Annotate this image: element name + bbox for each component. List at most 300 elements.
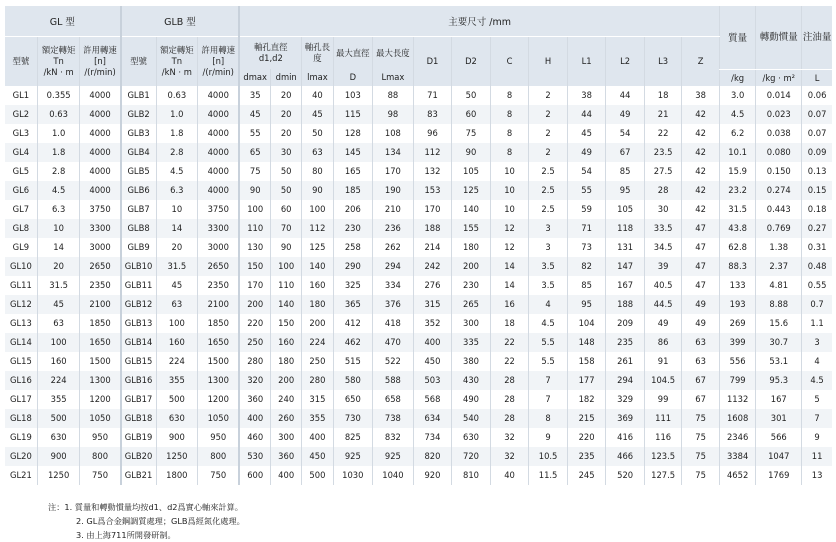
- table-cell: GLB17: [121, 390, 156, 409]
- table-cell: 134: [373, 143, 414, 162]
- table-cell: 182: [567, 390, 606, 409]
- table-cell: 60: [271, 200, 302, 219]
- table-cell: 100: [156, 314, 198, 333]
- table-cell: GL10: [5, 257, 37, 276]
- table-cell: 3.0: [719, 86, 755, 105]
- table-cell: 27.5: [644, 162, 681, 181]
- table-cell: 1850: [80, 314, 121, 333]
- table-cell: 63: [156, 295, 198, 314]
- dmin-header: dmin: [271, 69, 302, 86]
- table-cell: 3300: [198, 219, 240, 238]
- table-cell: 630: [37, 428, 80, 447]
- table-cell: 8: [490, 124, 529, 143]
- table-cell: GL12: [5, 295, 37, 314]
- table-cell: 118: [606, 219, 645, 238]
- table-cell: 50: [271, 181, 302, 200]
- table-cell: 145: [333, 143, 373, 162]
- table-cell: 16: [490, 295, 529, 314]
- table-cell: 1050: [80, 409, 121, 428]
- glb-torque-label: 額定轉矩: [160, 44, 194, 55]
- table-cell: 75: [682, 409, 720, 428]
- table-cell: 133: [719, 276, 755, 295]
- table-cell: 301: [756, 409, 802, 428]
- table-cell: GLB21: [121, 466, 156, 485]
- table-cell: 116: [644, 428, 681, 447]
- bore-diam-symbol: d1,d2: [258, 53, 283, 63]
- table-cell: 4000: [80, 181, 121, 200]
- glb-model-label: 型號: [130, 55, 147, 66]
- table-cell: 123.5: [644, 447, 681, 466]
- table-cell: 9: [802, 428, 832, 447]
- table-cell: 1.38: [756, 238, 802, 257]
- table-cell: 200: [239, 295, 270, 314]
- table-cell: GL1: [12, 90, 30, 100]
- table-cell: 2650: [198, 257, 240, 276]
- table-cell: 235: [606, 333, 645, 352]
- table-cell: 10: [490, 162, 529, 181]
- table-row: [5, 124, 832, 143]
- table-cell: 376: [373, 295, 414, 314]
- table-cell: 47: [682, 276, 720, 295]
- table-cell: 280: [302, 371, 333, 390]
- table-cell: GL5: [12, 166, 30, 176]
- table-cell: 10: [490, 181, 529, 200]
- table-cell: 261: [606, 352, 645, 371]
- table-cell: 170: [373, 162, 414, 181]
- table-cell: 369: [606, 409, 645, 428]
- table-cell: 45: [239, 105, 270, 124]
- max-diam-header: 最大直徑: [333, 37, 373, 70]
- table-cell: 258: [333, 238, 373, 257]
- table-cell: 276: [413, 276, 452, 295]
- table-cell: 300: [271, 428, 302, 447]
- table-cell: 86: [644, 333, 681, 352]
- table-cell: 110: [239, 219, 270, 238]
- table-row: [5, 143, 832, 162]
- table-cell: GLB5: [121, 162, 156, 181]
- table-cell: 33.5: [644, 219, 681, 238]
- table-cell: 294: [606, 371, 645, 390]
- table-cell: GL15: [9, 356, 32, 366]
- gl-speed-header: [80, 37, 121, 86]
- table-row: [5, 333, 832, 352]
- table-cell: 200: [452, 257, 491, 276]
- glb-tn-label: Tn: [171, 55, 183, 66]
- table-cell: GL7: [12, 204, 30, 214]
- table-cell: GL13: [9, 318, 32, 328]
- mass-header: 質量: [719, 6, 755, 69]
- gl-torque-header: [37, 37, 80, 86]
- table-cell: GLB7: [121, 200, 156, 219]
- table-cell: 20: [271, 124, 302, 143]
- table-cell: 170: [413, 200, 452, 219]
- table-cell: 315: [302, 390, 333, 409]
- note-1: 注：1. 質量和轉動慣量均按d1、d2爲實心軸來計算。: [48, 502, 243, 512]
- table-cell: 355: [302, 409, 333, 428]
- table-cell: 32: [490, 428, 529, 447]
- table-cell: 209: [606, 314, 645, 333]
- table-cell: 4: [529, 295, 568, 314]
- table-cell: 53.1: [756, 352, 802, 371]
- table-cell: GL11: [9, 280, 32, 290]
- table-cell: 2650: [80, 257, 121, 276]
- table-cell: 128: [333, 124, 373, 143]
- table-cell: 155: [452, 219, 491, 238]
- table-cell: 0.63: [156, 86, 198, 105]
- table-cell: 269: [719, 314, 755, 333]
- table-cell: 200: [302, 314, 333, 333]
- table-cell: 188: [606, 295, 645, 314]
- table-cell: 42: [682, 181, 720, 200]
- table-cell: 920: [413, 466, 452, 485]
- table-cell: 245: [567, 466, 606, 485]
- table-cell: GLB19: [121, 428, 156, 447]
- table-cell: 167: [756, 390, 802, 409]
- spec-table-body: [5, 86, 832, 485]
- table-cell: 580: [333, 371, 373, 390]
- table-cell: 14: [37, 238, 80, 257]
- table-cell: 520: [606, 466, 645, 485]
- table-row: [5, 238, 832, 257]
- inertia-header: 轉動慣量: [756, 6, 802, 69]
- glb-n-label: [n]: [212, 55, 225, 66]
- table-cell: 49: [567, 143, 606, 162]
- table-cell: 0.038: [756, 124, 802, 143]
- footnotes: [48, 500, 245, 542]
- H-header: H: [529, 37, 568, 86]
- coupling-spec-table: [5, 6, 832, 485]
- table-cell: 42: [682, 200, 720, 219]
- table-cell: 10: [37, 219, 80, 238]
- table-cell: 28: [490, 371, 529, 390]
- table-cell: 355: [37, 390, 80, 409]
- table-cell: GL14: [5, 333, 37, 352]
- table-cell: 12: [490, 219, 529, 238]
- table-cell: 556: [719, 352, 755, 371]
- table-cell: 20: [271, 105, 302, 124]
- table-cell: 3000: [198, 238, 240, 257]
- table-cell: 150: [271, 314, 302, 333]
- table-cell: 50: [452, 86, 491, 105]
- table-cell: 3: [529, 238, 568, 257]
- table-cell: GL4: [5, 143, 37, 162]
- table-cell: 568: [413, 390, 452, 409]
- table-cell: 111: [644, 409, 681, 428]
- table-cell: 230: [452, 276, 491, 295]
- table-cell: 0.274: [756, 181, 802, 200]
- table-cell: 10.5: [529, 447, 568, 466]
- table-cell: 450: [413, 352, 452, 371]
- table-cell: GL19: [9, 432, 32, 442]
- table-cell: 825: [333, 428, 373, 447]
- table-cell: 31.5: [719, 200, 755, 219]
- table-cell: 63: [37, 314, 80, 333]
- table-cell: 400: [239, 409, 270, 428]
- table-cell: 7: [529, 390, 568, 409]
- table-row: [5, 352, 832, 371]
- table-cell: 35: [239, 86, 270, 105]
- table-cell: 75: [682, 428, 720, 447]
- table-cell: 75: [682, 447, 720, 466]
- table-cell: 925: [333, 447, 373, 466]
- table-cell: 158: [567, 352, 606, 371]
- table-cell: 10.1: [719, 143, 755, 162]
- table-cell: 180: [452, 238, 491, 257]
- table-cell: 2.8: [37, 162, 80, 181]
- table-cell: 95: [567, 295, 606, 314]
- table-cell: 63: [682, 352, 720, 371]
- table-cell: 6.3: [156, 181, 198, 200]
- table-cell: 320: [239, 371, 270, 390]
- table-cell: 416: [606, 428, 645, 447]
- table-cell: 7: [529, 371, 568, 390]
- table-cell: 20: [37, 257, 80, 276]
- table-cell: 22: [644, 124, 681, 143]
- table-cell: 900: [156, 428, 198, 447]
- table-cell: 71: [567, 219, 606, 238]
- table-cell: 153: [413, 181, 452, 200]
- table-cell: 0.13: [802, 162, 832, 181]
- table-cell: 130: [239, 238, 270, 257]
- table-cell: 810: [452, 466, 491, 485]
- note-3: 3. 由上海711所開發研制。: [76, 530, 176, 540]
- table-cell: 800: [198, 447, 240, 466]
- table-cell: 185: [333, 181, 373, 200]
- table-cell: 4.5: [156, 162, 198, 181]
- table-row: [5, 390, 832, 409]
- table-cell: 630: [452, 428, 491, 447]
- table-cell: 500: [156, 390, 198, 409]
- table-cell: GLB18: [121, 409, 156, 428]
- table-cell: 140: [302, 257, 333, 276]
- lmax-header: lmax: [302, 69, 333, 86]
- table-cell: 0.15: [802, 181, 832, 200]
- table-cell: 325: [333, 276, 373, 295]
- table-cell: 43.8: [719, 219, 755, 238]
- table-cell: GL16: [5, 371, 37, 390]
- table-cell: 180: [302, 295, 333, 314]
- table-cell: 530: [239, 447, 270, 466]
- table-row: [5, 466, 832, 485]
- table-row: [5, 86, 832, 105]
- table-cell: 200: [271, 371, 302, 390]
- table-cell: 925: [373, 447, 414, 466]
- table-cell: 90: [271, 238, 302, 257]
- table-cell: 4.5: [802, 371, 832, 390]
- table-cell: 103: [333, 86, 373, 105]
- table-cell: 400: [413, 333, 452, 352]
- mass-unit: /kg: [719, 69, 755, 86]
- table-cell: 0.09: [802, 143, 832, 162]
- table-cell: 3: [802, 333, 832, 352]
- glb-torque-header: [156, 37, 198, 86]
- table-cell: 4000: [198, 86, 240, 105]
- note-2: 2. GL爲合金鋼調質處理；GLB爲經氮化處理。: [76, 516, 245, 526]
- table-cell: 1.8: [156, 124, 198, 143]
- table-cell: 13: [802, 466, 832, 485]
- table-cell: 42: [682, 143, 720, 162]
- table-cell: 3: [529, 219, 568, 238]
- table-cell: 1200: [198, 390, 240, 409]
- table-cell: 650: [333, 390, 373, 409]
- table-cell: 0.06: [802, 86, 832, 105]
- oil-header: 注油量: [802, 6, 832, 69]
- table-cell: 75: [682, 466, 720, 485]
- table-row: [5, 257, 832, 276]
- table-cell: 4000: [80, 162, 121, 181]
- table-row: [5, 276, 832, 295]
- table-cell: 832: [373, 428, 414, 447]
- dmax-header: dmax: [239, 69, 270, 86]
- table-cell: 214: [413, 238, 452, 257]
- table-cell: 42: [682, 124, 720, 143]
- table-cell: 67: [682, 390, 720, 409]
- table-cell: 105: [452, 162, 491, 181]
- table-cell: 42: [682, 105, 720, 124]
- table-cell: GLB14: [121, 333, 156, 352]
- table-cell: 522: [373, 352, 414, 371]
- table-cell: 5.5: [529, 333, 568, 352]
- table-cell: 190: [373, 181, 414, 200]
- table-row: [5, 295, 832, 314]
- table-cell: 206: [333, 200, 373, 219]
- table-cell: 950: [80, 428, 121, 447]
- table-cell: 8: [490, 143, 529, 162]
- table-cell: GLB20: [121, 447, 156, 466]
- table-cell: 355: [156, 371, 198, 390]
- table-cell: GLB16: [121, 371, 156, 390]
- table-cell: 515: [333, 352, 373, 371]
- table-cell: 47: [682, 257, 720, 276]
- table-cell: 4.5: [529, 314, 568, 333]
- table-cell: 73: [567, 238, 606, 257]
- table-cell: 45: [567, 124, 606, 143]
- table-cell: 290: [333, 257, 373, 276]
- table-row: [5, 162, 832, 181]
- table-cell: 734: [413, 428, 452, 447]
- table-cell: 0.18: [802, 200, 832, 219]
- glb-n-unit: /(r/min): [202, 66, 234, 77]
- table-cell: 45: [37, 295, 80, 314]
- table-cell: 0.443: [756, 200, 802, 219]
- table-cell: 91: [644, 352, 681, 371]
- table-cell: 6.2: [719, 124, 755, 143]
- table-cell: 2: [529, 86, 568, 105]
- table-cell: 148: [567, 333, 606, 352]
- table-cell: 224: [302, 333, 333, 352]
- table-cell: 15.6: [756, 314, 802, 333]
- table-cell: 70: [271, 219, 302, 238]
- table-cell: 99: [644, 390, 681, 409]
- table-cell: 100: [239, 200, 270, 219]
- glb-tn-unit: /kN · m: [161, 66, 192, 77]
- table-cell: GLB3: [121, 124, 156, 143]
- table-cell: 8: [490, 86, 529, 105]
- table-cell: 265: [452, 295, 491, 314]
- table-cell: 11.5: [529, 466, 568, 485]
- table-cell: 220: [239, 314, 270, 333]
- table-cell: GLB12: [121, 295, 156, 314]
- table-cell: 4: [802, 352, 832, 371]
- table-cell: 95: [606, 181, 645, 200]
- table-row: [5, 314, 832, 333]
- table-cell: 104: [567, 314, 606, 333]
- table-cell: 112: [302, 219, 333, 238]
- table-row: [5, 409, 832, 428]
- bore-len-header: 軸孔長度: [302, 37, 333, 70]
- table-cell: 1030: [333, 466, 373, 485]
- table-cell: 430: [452, 371, 491, 390]
- table-cell: 1300: [80, 371, 121, 390]
- table-cell: 110: [271, 276, 302, 295]
- table-cell: 315: [413, 295, 452, 314]
- table-cell: 3750: [80, 200, 121, 219]
- table-cell: 0.48: [802, 257, 832, 276]
- table-cell: 98: [373, 105, 414, 124]
- table-cell: 100: [302, 200, 333, 219]
- glb-group-header: GLB 型: [121, 6, 240, 37]
- table-cell: GLB4: [121, 143, 156, 162]
- table-cell: 34.5: [644, 238, 681, 257]
- table-cell: 167: [606, 276, 645, 295]
- table-cell: 125: [302, 238, 333, 257]
- L2-header: L2: [606, 37, 645, 86]
- table-cell: 399: [719, 333, 755, 352]
- table-cell: 2346: [719, 428, 755, 447]
- table-cell: 380: [452, 352, 491, 371]
- table-cell: 236: [373, 219, 414, 238]
- table-cell: 18: [644, 86, 681, 105]
- table-cell: 4000: [198, 143, 240, 162]
- table-cell: 7: [802, 409, 832, 428]
- table-cell: 100: [37, 333, 80, 352]
- table-cell: 71: [413, 86, 452, 105]
- table-cell: 215: [567, 409, 606, 428]
- bore-diam-header: [239, 37, 301, 70]
- table-cell: 1769: [756, 466, 802, 485]
- table-cell: 5.5: [529, 352, 568, 371]
- table-cell: 0.55: [802, 276, 832, 295]
- table-cell: 503: [413, 371, 452, 390]
- table-cell: GLB9: [121, 238, 156, 257]
- table-cell: 799: [719, 371, 755, 390]
- table-cell: 1250: [156, 447, 198, 466]
- table-cell: 1.0: [37, 124, 80, 143]
- Lmax-header: Lmax: [373, 69, 414, 86]
- table-cell: GL2: [5, 105, 37, 124]
- table-cell: 500: [302, 466, 333, 485]
- table-cell: 450: [302, 447, 333, 466]
- table-cell: 193: [719, 295, 755, 314]
- table-cell: 14: [490, 276, 529, 295]
- table-cell: 100: [271, 257, 302, 276]
- table-cell: 30.7: [756, 333, 802, 352]
- table-cell: 45: [302, 105, 333, 124]
- table-cell: 11: [802, 447, 832, 466]
- max-len-header: 最大長度: [373, 37, 414, 70]
- table-cell: 0.150: [756, 162, 802, 181]
- table-cell: GLB15: [121, 352, 156, 371]
- gl-tn-label: Tn: [53, 55, 64, 66]
- table-cell: 250: [239, 333, 270, 352]
- table-cell: 160: [302, 276, 333, 295]
- table-cell: 38: [682, 86, 720, 105]
- table-cell: 352: [413, 314, 452, 333]
- table-cell: 160: [37, 352, 80, 371]
- table-cell: 3384: [719, 447, 755, 466]
- table-cell: 23.2: [719, 181, 755, 200]
- table-cell: 8: [529, 409, 568, 428]
